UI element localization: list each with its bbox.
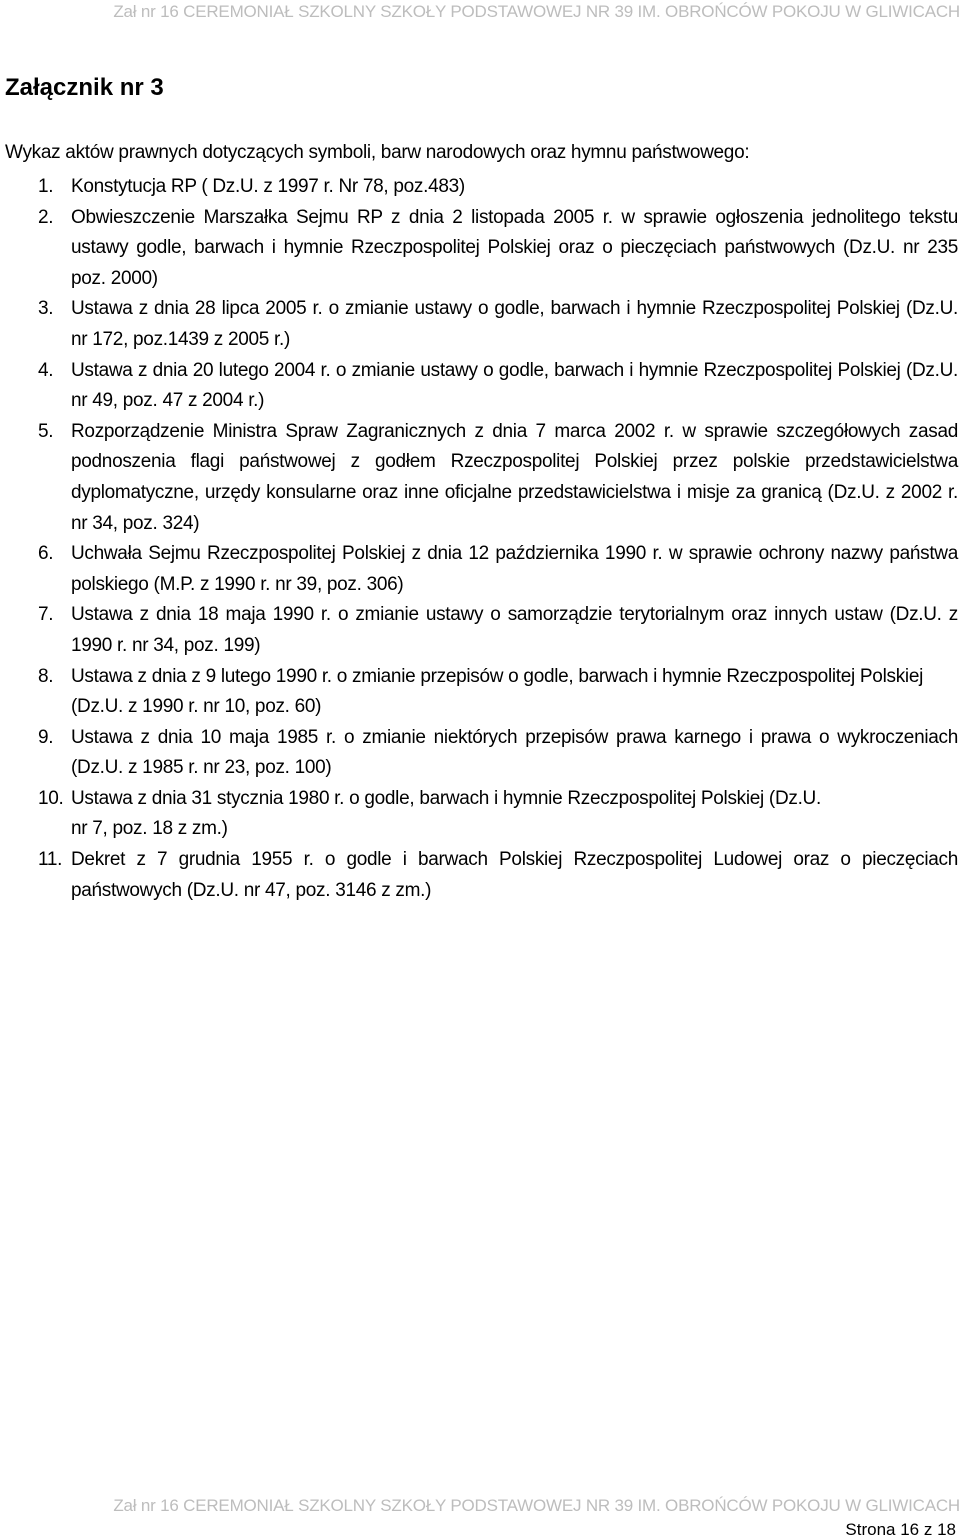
list-item — [0, 845, 958, 906]
list-item — [0, 723, 958, 784]
list-item-number: 9. — [38, 726, 54, 748]
list-item-text-continued: nr 7, poz. 18 z zm.) — [71, 818, 228, 840]
list-item-text: Obwieszczenie Marszałka Sejmu RP z dnia 2 listopada 2005 r. w sprawie ogłoszenia jednolitego tekstu ustawy godle, barwach i hymnie Rzeczpospolitej Polskiej oraz o pieczęciach państwowych (Dz.U. nr 235 poz. 2000) — [71, 206, 958, 289]
list-item-text: Dekret z 7 grudnia 1955 r. o godle i barwach Polskiej Rzeczpospolitej Ludowej oraz o pieczęciach państwowych (Dz.U. nr 47, poz. 3146 z zm.) — [71, 849, 958, 901]
list-item — [0, 172, 958, 203]
list-item-text: Konstytucja RP ( Dz.U. z 1997 r. Nr 78, poz.483) — [71, 176, 465, 197]
page-header: Zał nr 16 CEREMONIAŁ SZKOLNY SZKOŁY PODSTAWOWEJ NR 39 IM. OBROŃCÓW POKOJU W GLIWICACH — [113, 2, 960, 21]
list-item-number: 3. — [38, 298, 54, 320]
list-item — [0, 784, 958, 845]
list-item-text: Rozporządzenie Ministra Spraw Zagranicznych z dnia 7 marca 2002 r. w sprawie szczegółowych zasad podnoszenia flagi państwowej z godłem Rzeczpospolitej Polskiej przez polskie przedstawicielstwa dyplomatyczne, urzędy konsularne oraz inne oficjalne przedstawicielstwa i misje za granicą (Dz.U. z 2002 r. nr 34, poz. 324) — [71, 420, 958, 534]
list-item-text: Ustawa z dnia 28 lipca 2005 r. o zmianie ustawy o godle, barwach i hymnie Rzeczpospolitej Polskiej (Dz.U. nr 172, poz.1439 z 2005 r.) — [71, 298, 958, 350]
intro-text: Wykaz aktów prawnych dotyczących symboli, barw narodowych oraz hymnu państwowego: — [5, 142, 750, 163]
list-item-number: 1. — [38, 176, 54, 197]
list-item-number: 5. — [38, 420, 54, 442]
list-item — [0, 417, 958, 539]
legal-acts-list — [0, 172, 958, 906]
list-item — [0, 356, 958, 417]
list-item — [0, 539, 958, 600]
list-item-text: Ustawa z dnia 20 lutego 2004 r. o zmianie ustawy o godle, barwach i hymnie Rzeczpospolitej Polskiej (Dz.U. nr 49, poz. 47 z 2004 r.) — [71, 359, 958, 412]
list-item-number: 11. — [38, 849, 63, 871]
page-number: Strona 16 z 18 — [845, 1520, 956, 1539]
list-item-number: 10. — [38, 787, 64, 809]
list-item-number: 7. — [38, 604, 54, 626]
list-item — [0, 294, 958, 355]
list-item-number: 2. — [38, 206, 54, 228]
list-item-number: 4. — [38, 359, 54, 381]
list-item-text: Ustawa z dnia 31 stycznia 1980 r. o godle, barwach i hymnie Rzeczpospolitej Polskiej (Dz.U. — [71, 787, 821, 809]
list-item-text: Uchwała Sejmu Rzeczpospolitej Polskiej z dnia 12 października 1990 r. w sprawie ochrony nazwy państwa polskiego (M.P. z 1990 r. nr 39, poz. 306) — [71, 543, 958, 595]
list-item — [0, 600, 958, 661]
list-item-text: Ustawa z dnia z 9 lutego 1990 r. o zmianie przepisów o godle, barwach i hymnie Rzeczpospolitej Polskiej (Dz.U. z 1990 r. nr 10, poz. 60) — [71, 665, 924, 718]
page-title: Załącznik nr 3 — [5, 74, 164, 101]
list-item-text: Ustawa z dnia 10 maja 1985 r. o zmianie niektórych przepisów prawa karnego i prawa o wykroczeniach (Dz.U. z 1985 r. nr 23, poz. 100) — [71, 726, 958, 779]
list-item — [0, 662, 958, 723]
list-item — [0, 203, 958, 295]
list-item-text: Ustawa z dnia 18 maja 1990 r. o zmianie ustawy o samorządzie terytorialnym oraz innych ustaw (Dz.U. z 1990 r. nr 34, poz. 199) — [71, 604, 958, 656]
page-footer: Zał nr 16 CEREMONIAŁ SZKOLNY SZKOŁY PODSTAWOWEJ NR 39 IM. OBROŃCÓW POKOJU W GLIWICACH — [113, 1496, 960, 1515]
list-item-number: 8. — [38, 665, 54, 687]
list-item-number: 6. — [38, 543, 54, 565]
